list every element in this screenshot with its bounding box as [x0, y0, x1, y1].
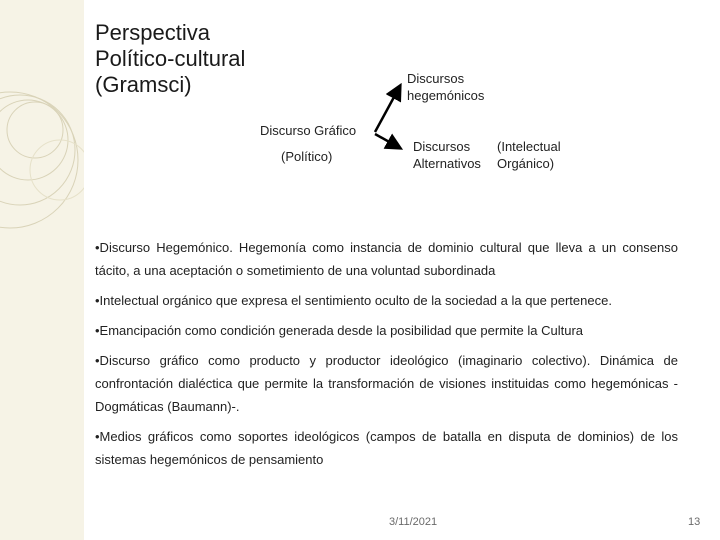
graphic-discourse-label: Discurso Gráfico [260, 123, 357, 138]
title-line: Perspectiva [95, 20, 210, 45]
title-line: Político-cultural [95, 46, 246, 71]
page-number: 13 [688, 516, 701, 528]
bullet-item: •Medios gráficos como soportes ideológicos (campos de batalla en disputa de dominios) de los sistemas hegemónicos de pensamiento [95, 429, 678, 467]
bullet-list [95, 236, 678, 478]
political-label: (Político) [281, 149, 333, 164]
alternative-discourses-label: Discursos Alternativos [413, 139, 481, 171]
bullet-item: •Discurso gráfico como producto y productor ideológico (imaginario colectivo). Dinámica de confrontación dialéctica que permite la transformación de visiones instituidas como hegemónicas -Dogmáticas (Baumann)-. [95, 353, 678, 414]
bullet-item: •Discurso Hegemónico. Hegemonía como instancia de dominio cultural que lleva a un consenso tácito, a una aceptación o sometimiento de una voluntad subordinada [95, 240, 678, 278]
arrow-to-hegemonic [375, 86, 400, 132]
organic-intellectual-label: (Intelectual Orgánico) [497, 139, 561, 171]
hegemonic-discourses-label: Discursos hegemónicos [407, 71, 485, 103]
title-line: (Gramsci) [95, 72, 192, 97]
arrow-to-alternative [375, 134, 400, 148]
bullet-item: •Emancipación como condición generada desde la posibilidad que permite la Cultura [95, 323, 584, 338]
bullet-item: •Intelectual orgánico que expresa el sentimiento oculto de la sociedad a la que pertenece. [95, 293, 612, 308]
footer-date: 3/11/2021 [389, 516, 438, 528]
diagram-arrows [0, 0, 720, 240]
